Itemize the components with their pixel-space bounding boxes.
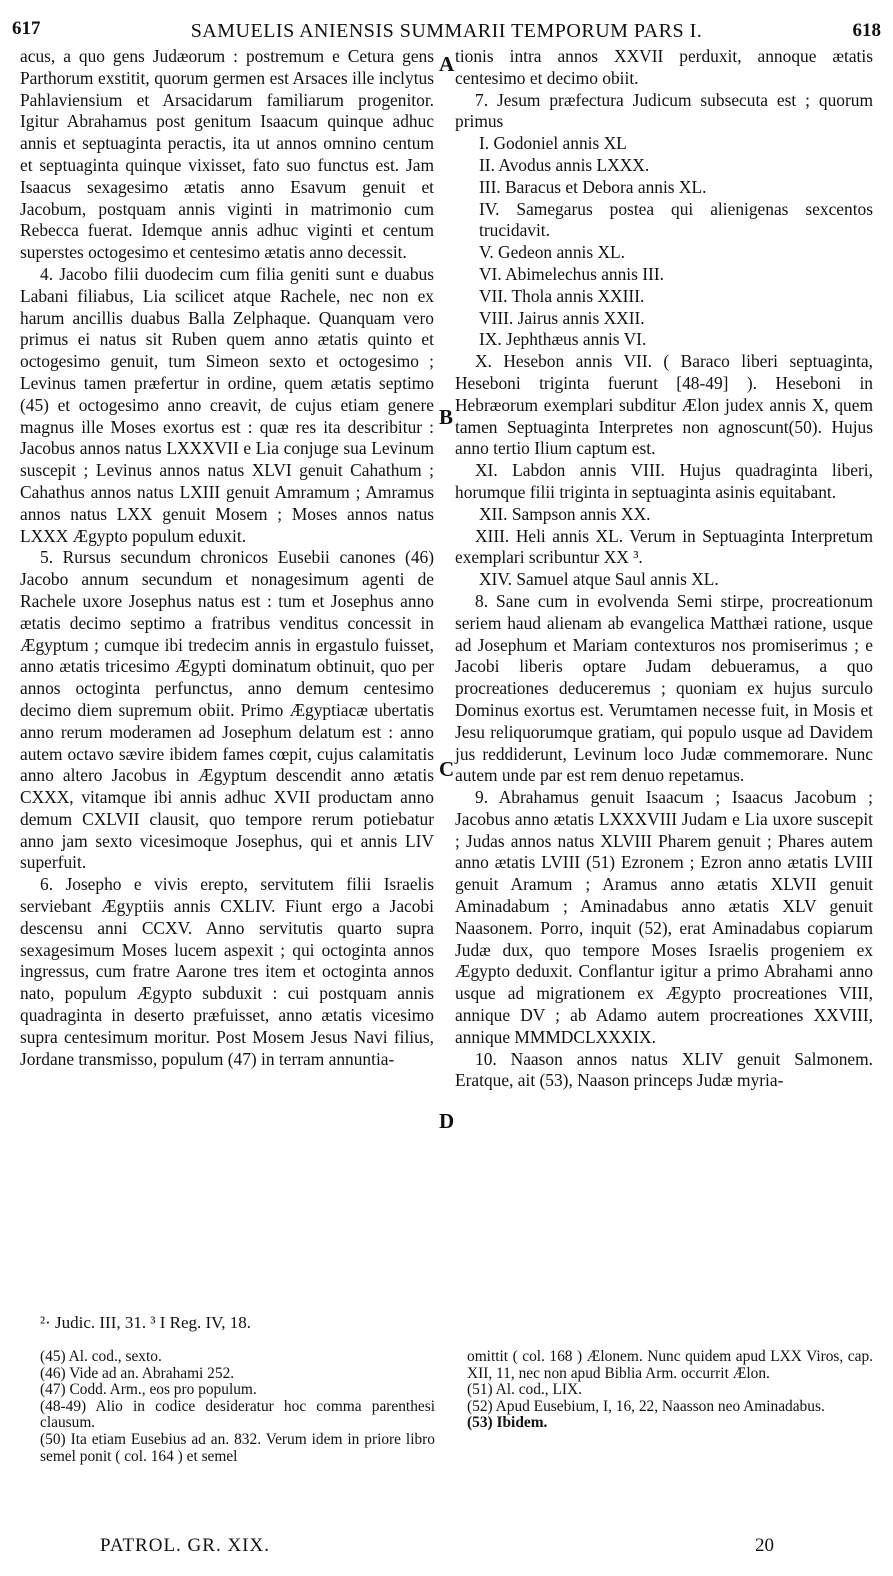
left-paragraph-4: 4. Jacobo filii duodecim cum filia geniti sunt e duabus Labani filiabus, Lia scilicet atque Rachele, nec non ex harum ancillis duabus Balla Zelphaque. Quanquam vero primus ei natus sit Ruben quem anno ætatis quinto et octogesimo genuit, tum Simeon sexto et octogesimo ; Levinus tamen præfertur in ordine, quem ætatis septimo (45) et octogesimo anno creavit, de cujus etiam genere magnus ille Moses exortus est : quæ res ita describitur : Jacobus annos natus LXXXVII e Lia conjuge sua Levinum suscepit ; Levinus annos natus XLVI genuit Cahathum ; Cahathus annos natus LXIII genuit Amramum ; Amramus annos natus LXX genuit Mosem ; Moses annos natus LXXX Ægypto populum eduxit.: [20, 263, 434, 546]
note: (53) Ibidem.: [467, 1414, 548, 1432]
judge-item: XIV. Samuel atque Saul annis XL.: [479, 569, 719, 590]
margin-letter-c: C: [439, 757, 455, 781]
footer-signature: 20: [755, 1535, 774, 1556]
right-paragraph-9: 9. Abrahamus genuit Isaacum ; Isaacus Jacobum ; Jacobus anno ætatis LXXXVIII Judam e Lia uxore suscepit ; Judas annos natus XLVIII Pharem genuit ; Phares autem anno ætatis LVIII (51) Ezronem ; Ezron anno ætatis LVIII genuit Aramum ; Aramus anno ætatis XLVII genuit Aminadabum ; Aminadabus anno ætatis XLV genuit Naasonem. Porro, inquit (52), erat Aminadabus copiarum Judæ dux, quo tempore Moses Israelis progeniem ex Ægypto deduxit. Conflantur igitur a primo Abrahami anno usque ad migrationem ex Ægypto procreationes VIII, annique DV ; ab Adamo autem procreationes XXVIII, annique MMMDCLXXXIX.: [455, 787, 873, 1047]
left-paragraph-5: 5. Rursus secundum chronicos Eusebii canones (46) Jacobo annum secundum et nonagesimum agenti de Rachele uxore Josephus natus est : tum et Josephus anno ætatis decimo septimo a fratribus venditus concessit in Ægyptum ; cumque ibi tredecim annis in ergastulo fuisset, anno ætatis tricesimo Ægypti dominatum obtinuit, quo per annos octoginta perfunctus, anno demum centesimo decimo diem supremum obiit. Primo Ægyptiacæ ubertatis anno rerum moderamen ad Josephum delatum est : anno autem octavo sævire ibidem fames cœpit, cujus calamitatis anno altero Jacobus in Ægyptum descendit anno ætatis CXXX, vitamque ibi annis adhuc XVII productam anno demum CXLVII clausit, quo tempore rerum potiebatur anno jam sexto vicesimoque Josephus, qui et annis LIV superfuit.: [20, 547, 434, 873]
note: (46) Vide ad an. Abrahami 252.: [40, 1364, 235, 1382]
running-title: SAMUELIS ANIENSIS SUMMARII TEMPORUM PARS I.: [190, 20, 703, 42]
right-paragraph-7: 7. Jesum præfectura Judicum subsecuta est ; quorum primus: [455, 89, 873, 132]
judge-item: XIII. Heli annis XL. Verum in Septuaginta Interpretum exemplari scribuntur XX ³.: [455, 525, 873, 568]
judge-item: VIII. Jairus annis XXII.: [479, 307, 645, 328]
judge-item: I. Godoniel annis XL: [479, 133, 627, 154]
judge-item: X. Hesebon annis VII. ( Baraco liberi septuaginta, Heseboni triginta fuerunt [48-49] ). Heseboni in Hebræorum exemplari subditur Ælon judex annis X, quem tamen Septuaginta Interpretes non agnoscunt(50). Hujus anno tertio Ilium captum est.: [455, 351, 873, 459]
judge-item: III. Baracus et Debora annis XL.: [479, 176, 707, 197]
right-column: [455, 46, 873, 1092]
right-paragraph-10: 10. Naason annos natus XLIV genuit Salmonem. Eratque, ait (53), Naason princeps Judæ myria-: [455, 1048, 873, 1091]
page-number-right: 618: [852, 20, 881, 41]
margin-letter-d: D: [439, 1109, 455, 1133]
note: (52) Apud Eusebium, I, 16, 22, Naasson neo Aminadabus.: [467, 1397, 825, 1415]
left-paragraph-6: 6. Josepho e vivis erepto, servitutem filii Israelis serviebant Ægyptiis annis CXLIV. Fiunt ergo a Jacobi descensu anni CCXV. Anno servitutis quarto supra sexagesimum Moses lucem aspexit ; qui octoginta annos ingressus, cum fratre Aarone tres item et octoginta annos nato, populum Ægypto subduxit : cui postquam annis quadraginta in deserto præfuisset, anno ætatis vicesimo supra centesimum moritur. Post Mosem Jesus Navi filius, Jordane transmisso, populum (47) in terram annuntia-: [20, 874, 434, 1069]
judge-item: XI. Labdon annis VIII. Hujus quadraginta liberi, horumque filii triginta in septuaginta asinis equitabant.: [455, 460, 873, 502]
left-column: [20, 46, 434, 1070]
judge-item: VI. Abimelechus annis III.: [479, 263, 664, 284]
judge-item: II. Avodus annis LXXX.: [479, 154, 650, 175]
footer-series: PATROL. GR. XIX.: [100, 1535, 270, 1556]
note: (50) Ita etiam Eusebius ad an. 832. Verum idem in priore libro semel ponit ( col. 164 ) et semel: [40, 1430, 435, 1465]
note: (47) Codd. Arm., eos pro populum.: [40, 1381, 257, 1399]
note: (48-49) Alio in codice desideratur hoc comma parenthesi clausum.: [40, 1397, 435, 1432]
page-header: [0, 6, 893, 40]
right-paragraph-intro: tionis intra annos XXVII perduxit, annoque ætatis centesimo et decimo obiit.: [455, 46, 873, 88]
judge-item: V. Gedeon annis XL.: [479, 242, 626, 263]
judge-item: IV. Samegarus postea qui alienigenas sexcentos trucidavit.: [479, 198, 873, 241]
scripture-footnotes: ²· Judic. III, 31. ³ I Reg. IV, 18.: [40, 1313, 252, 1332]
notes-right: [467, 1349, 873, 1432]
judge-item: IX. Jephthæus annis VI.: [479, 329, 647, 350]
note: omittit ( col. 168 ) Ælonem. Nunc quidem apud LXX Viros, cap. XII, 11, nec non apud Biblia Arm. occurrit Ælon.: [467, 1348, 873, 1382]
judge-item: VII. Thola annis XXIII.: [479, 285, 645, 306]
left-paragraph-intro: acus, a quo gens Judæorum : postremum e Cetura gens Parthorum exstitit, quorum germen est Arsaces ille inclytus Pahlaviensium et Arsacidarum familiarum progenitor. Igitur Abrahamus post genitum Isaacum quinque adhuc annis et septuaginta peractis, ita ut annos omnino centum et septuaginta quinque vixisset, fato suo functus est. Jam Isaacus sexagesimo ætatis anno Esavum genuit et Jacobum, postquam annis viginti in matrimonio cum Rebecca fuerat. Idemque annis adhuc viginti et centum superstes octogesimo et centesimo ætatis anno decessit.: [20, 46, 434, 263]
margin-letter-b: B: [439, 405, 454, 429]
page-number-left: 617: [12, 18, 41, 39]
right-paragraph-8: 8. Sane cum in evolvenda Semi stirpe, procreationum seriem haud alienam ab evangelica Matthæi ratione, usque ad Josephum et Mariam contexturos nos promiserimus ; e Jacobi liberis optare Judam debueramus, a quo procreationes deduceremus ; quoniam ex hujus surculo Dominus exortus est. Verumtamen necesse fuit, in Mosis et Jesu reliquorumque gratiam, qui populo usque ad Davidem jus reddiderunt, Levinum loco Judæ commemorare. Nunc autem unde par est rem denuo repetamus.: [455, 590, 873, 786]
notes-left: [40, 1349, 435, 1465]
note: (45) Al. cod., sexto.: [40, 1348, 162, 1365]
margin-letter-a: A: [439, 52, 455, 76]
note: (51) Al. cod., LIX.: [467, 1381, 582, 1399]
judge-item: XII. Sampson annis XX.: [479, 503, 651, 524]
